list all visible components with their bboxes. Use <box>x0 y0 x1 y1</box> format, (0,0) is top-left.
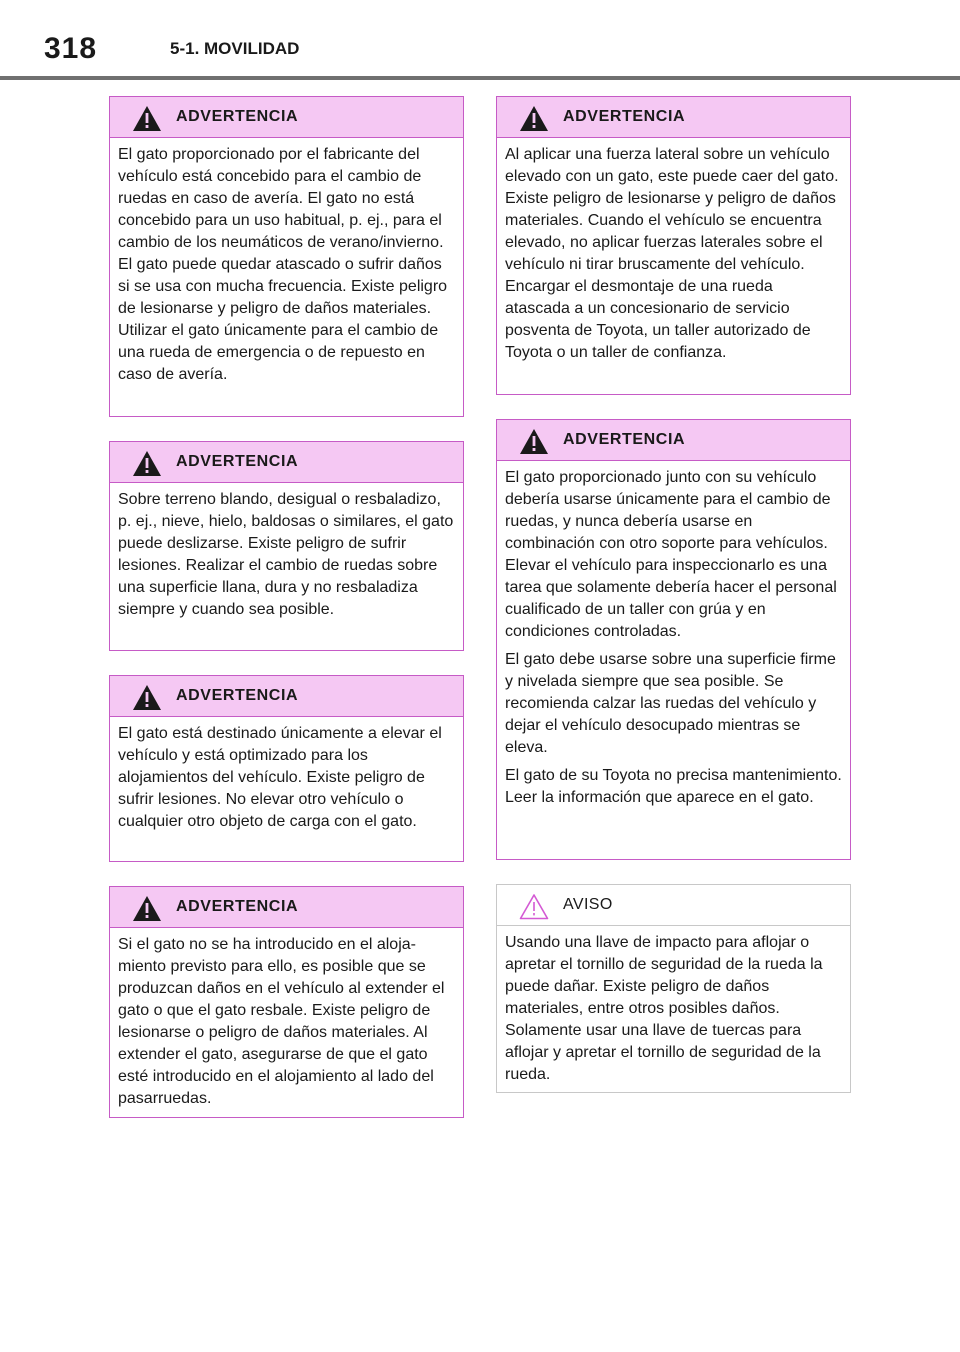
warning-title: ADVERTENCIA <box>563 431 686 448</box>
notice-text <box>497 926 850 1096</box>
notice-title: AVISO <box>563 896 613 913</box>
right-column <box>496 96 851 1093</box>
page-number: 318 <box>44 32 98 65</box>
warning-triangle-icon <box>132 684 162 711</box>
warning-box <box>109 441 464 651</box>
warning-box <box>109 96 464 417</box>
paragraph: Al aplicar una fuerza lateral sobre un vehículo elevado con un gato, este puede caer del gato. Existe peligro de lesionarse y peligro de daños materiales. Cuando el vehículo se encuentra elevado, no aplicar fuerzas laterales sobre el vehículo ni tirar bruscamente del vehículo. Encargar el desmontaje de una rueda atascada a un concesionario de servicio posventa de Toyota, un taller autorizado de Toyota o un taller de confianza. <box>505 146 839 361</box>
warning-text <box>497 138 850 374</box>
warning-text <box>110 483 463 631</box>
paragraph: El gato debe usarse sobre una superficie firme y nivelada siempre que sea posible. Se recomienda calzar las ruedas del vehículo y dejar el vehículo desocupado mientras se eleva. <box>505 651 836 756</box>
warning-triangle-icon <box>132 450 162 477</box>
warning-text <box>110 717 463 843</box>
warning-title: ADVERTENCIA <box>176 687 299 704</box>
warning-title: ADVERTENCIA <box>563 108 686 125</box>
warning-box-header <box>110 97 463 138</box>
notice-box-header <box>497 885 850 926</box>
paragraph: El gato de su Toyota no precisa mantenimiento. Leer la información que aparece en el gato. <box>505 767 842 806</box>
warning-box-header <box>110 887 463 928</box>
warning-box <box>109 886 464 1118</box>
paragraph: Si el gato no se ha introducido en el alojamiento previsto para ello, es posible que se produzcan daños en el vehículo al extender el gato o que el gato resbale. Existe peligro de lesionarse o peligro de daños materiales. Al extender el gato, asegurarse de que el gato esté introducido en el alojamiento al lado del pasarruedas. <box>118 936 445 1107</box>
warning-title: ADVERTENCIA <box>176 453 299 470</box>
notice-box <box>496 884 851 1093</box>
paragraph: El gato está destinado únicamente a elevar el vehículo y está optimizado para los alojamientos del vehículo. Existe peligro de sufrir lesiones. No elevar otro vehículo o cualquier otro objeto de carga con el gato. <box>118 725 442 830</box>
header-divider <box>0 76 960 80</box>
warning-title: ADVERTENCIA <box>176 108 299 125</box>
warning-box-header <box>497 420 850 461</box>
warning-triangle-icon <box>519 105 549 132</box>
warning-title: ADVERTENCIA <box>176 898 299 915</box>
warning-triangle-icon <box>132 105 162 132</box>
caution-triangle-outline-icon <box>519 893 549 920</box>
paragraph: El gato proporcionado junto con su vehículo debería usarse únicamente para el cambio de ruedas, y nunca debería usarse en combinación con otro soporte para vehículos. Elevar el vehículo para inspeccionarlo es una tarea que solamente debería hacer el personal cualificado de un taller con grúa y en condiciones controladas. <box>505 469 837 640</box>
warning-text <box>110 928 463 1120</box>
warning-text <box>497 461 850 819</box>
warning-text <box>110 138 463 396</box>
warning-box-header <box>110 676 463 717</box>
warning-triangle-icon <box>519 428 549 455</box>
warning-box <box>496 419 851 860</box>
page-header <box>0 0 960 80</box>
section-title: 5-1. MOVILIDAD <box>170 39 300 58</box>
warning-box <box>109 675 464 862</box>
left-column <box>109 96 464 1118</box>
warning-box <box>496 96 851 395</box>
warning-box-header <box>110 442 463 483</box>
paragraph: El gato proporcionado por el fabricante del vehículo está concebido para el cambio de ruedas en caso de avería. El gato no está concebido para un uso habitual, p. ej., para el cambio de los neumáticos de verano/invierno. El gato puede quedar atascado o sufrir daños si se usa con mucha frecuencia. Existe peligro de lesionarse y peligro de daños materiales. Utilizar el gato únicamente para el cambio de una rueda de emergencia o de repuesto en caso de avería. <box>118 146 448 383</box>
warning-box-header <box>497 97 850 138</box>
warning-triangle-icon <box>132 895 162 922</box>
paragraph: Usando una llave de impacto para aflojar o apretar el tornillo de seguridad de la rueda la puede dañar. Existe peligro de daños materiales, entre otros posibles daños. Solamente usar una llave de tuercas para aflojar y apretar el tornillo de seguridad de la rueda. <box>505 934 823 1083</box>
paragraph: Sobre terreno blando, desigual o resbaladizo, p. ej., nieve, hielo, baldosas o similares, el gato puede deslizarse. Existe peligro de sufrir lesiones. Realizar el cambio de ruedas sobre una superficie llana, dura y no resbaladiza siempre y cuando sea posible. <box>118 491 454 618</box>
